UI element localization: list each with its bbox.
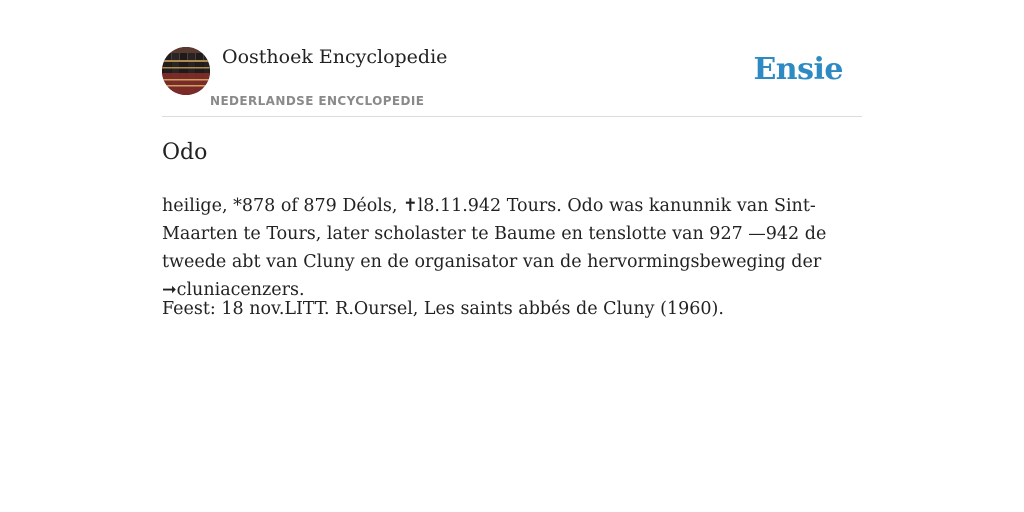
article-title: Odo: [162, 140, 208, 165]
article-text: heilige, *878 of 879 Déols, ✝l8.11.942 Tours. Odo was kanunnik van Sint-Maarten te Tours, later scholaster te Baume en tenslotte van 927 —942 de tweede abt van Cluny en de organisator van de hervormingsbeweging der: [162, 196, 827, 272]
site-header: [162, 0, 862, 117]
encyclopedia-books-icon[interactable]: [162, 47, 210, 95]
feast-and-literature: Feest: 18 nov.LITT. R.Oursel, Les saints abbés de Cluny (1960).: [162, 299, 724, 319]
article-body: [162, 192, 862, 304]
site-subtitle: NEDERLANDSE ENCYCLOPEDIE: [210, 94, 425, 108]
ensie-logo[interactable]: Ensie: [753, 52, 843, 87]
page: [162, 0, 862, 319]
crossref-link-cluniacenzers[interactable]: ➞cluniacenzers: [162, 280, 299, 300]
article-text-end: .: [298, 280, 305, 300]
site-title[interactable]: Oosthoek Encyclopedie: [222, 46, 448, 68]
